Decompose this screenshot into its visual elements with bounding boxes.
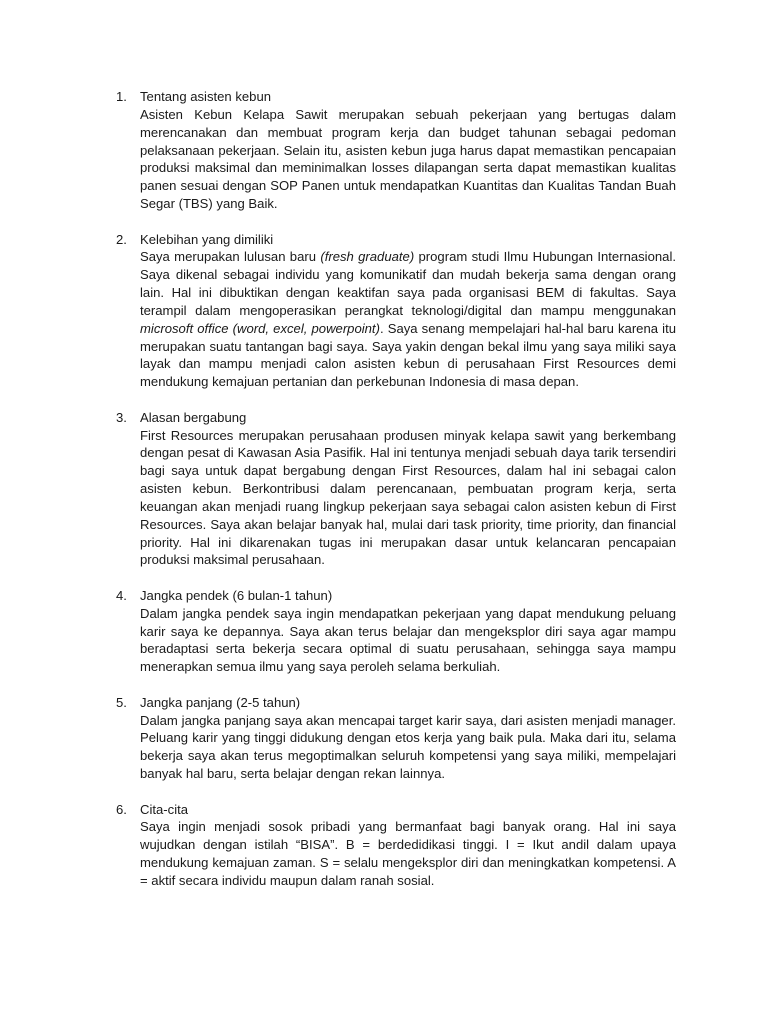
italic-run: microsoft office (word, excel, powerpoint) — [140, 320, 380, 336]
list-item-2 — [116, 231, 676, 392]
item-number: 5. — [116, 694, 127, 710]
item-heading: Jangka panjang (2-5 tahun) — [140, 694, 301, 710]
item-number: 2. — [116, 231, 127, 247]
item-paragraph — [140, 106, 676, 213]
item-number: 6. — [116, 801, 127, 817]
paragraph-text — [140, 248, 676, 391]
list-item-1 — [116, 88, 676, 213]
text-run: . Saya senang mempelajari hal-hal baru karena itu merupakan suatu tantangan bagi saya. Saya yakin dengan bekal ilmu yang saya miliki saya layak dan mampu menjadi calon asisten kebun di perusahaan First Resources demi mendukung kemajuan pertanian dan perkebunan Indonesia di masa depan. — [140, 320, 676, 390]
numbered-list — [116, 88, 676, 907]
item-paragraph — [140, 818, 676, 889]
paragraph-text: Dalam jangka pendek saya ingin mendapatkan pekerjaan yang dapat mendukung peluang karir saya ke depannya. Saya akan terus belajar dan mengeksplor diri saya agar mampu beradaptasi serta bekerja secara optimal di suatu perusahaan, sehingga saya mampu menerapkan semua ilmu yang saya peroleh selama berkuliah. — [140, 605, 676, 675]
item-paragraph — [140, 712, 676, 783]
item-paragraph — [140, 605, 676, 676]
paragraph-text: Dalam jangka panjang saya akan mencapai target karir saya, dari asisten menjadi manager. Peluang karir yang tinggi didukung dengan etos kerja yang baik pula. Maka dari itu, selama bekerja saya akan terus megoptimalkan seluruh kompetensi yang saya miliki, mempelajari banyak hal baru, serta belajar dengan rekan lainnya. — [140, 712, 676, 782]
list-item-6 — [116, 801, 676, 890]
item-heading: Alasan bergabung — [140, 409, 247, 425]
italic-run: (fresh graduate) — [320, 249, 415, 265]
item-heading: Cita-cita — [140, 801, 189, 817]
paragraph-text: First Resources merupakan perusahaan produsen minyak kelapa sawit yang berkembang dengan pesat di Kawasan Asia Pasifik. Hal ini tentunya menjadi sebuah daya tarik tersendiri bagi saya untuk dapat bergabung dengan First Resources, dalam hal ini sebagai calon asisten kebun. Berkontribusi dalam perencanaan, pembuatan program kerja, serta keuangan akan menjadi ruang lingkup pekerjaan saya sebagai calon asisten kebun di First Resources. Saya akan belajar banyak hal, mulai dari task priority, time priority, dan financial priority. Hal ini dikarenakan tugas ini merupakan dasar untuk kelancaran pencapaian produksi maksimal perusahaan. — [140, 427, 676, 568]
item-number: 1. — [116, 89, 127, 104]
list-item-3 — [116, 409, 676, 570]
item-heading: Tentang asisten kebun — [140, 89, 272, 104]
item-paragraph — [140, 427, 676, 570]
item-heading: Kelebihan yang dimiliki — [140, 231, 274, 247]
paragraph-text: Saya ingin menjadi sosok pribadi yang bermanfaat bagi banyak orang. Hal ini saya wujudkan dengan istilah “BISA”. B = berdedidikasi tinggi. I = Ikut andil dalam upaya mendukung kemajuan zaman. S = selalu mengeksplor diri dan meningkatkan kompetensi. A = aktif secara individu maupun dalam ranah sosial. — [140, 819, 676, 888]
item-number: 4. — [116, 587, 127, 603]
list-item-5 — [116, 694, 676, 783]
item-number: 3. — [116, 409, 127, 425]
text-run: program studi Ilmu Hubungan Internasional. Saya dikenal sebagai individu yang komunikatif dan mudah bekerja sama dengan orang lain. Hal ini dibuktikan dengan keaktifan saya pada organisasi BEM di fakultas. Saya terampil dalam mengoperasikan perangkat teknologi/digital dan mampu menggunakan — [140, 249, 676, 318]
item-paragraph — [140, 248, 676, 391]
list-item-4 — [116, 587, 676, 676]
text-run: Saya merupakan lulusan baru — [140, 249, 321, 265]
paragraph-text: Asisten Kebun Kelapa Sawit merupakan sebuah pekerjaan yang bertugas dalam merencanakan dan membuat program kerja dan budget tahunan sebagai pedoman pelaksanaan pekerjaan. Selain itu, asisten kebun juga harus dapat memastikan pencapaian produksi maksimal dan meminimalkan losses dilapangan serta dapat memastikan kualitas panen sesuai dengan SOP Panen untuk mendapatkan Kuantitas dan Kualitas Tandan Buah Segar (TBS) yang Baik. — [140, 106, 676, 212]
item-heading: Jangka pendek (6 bulan-1 tahun) — [140, 587, 333, 603]
